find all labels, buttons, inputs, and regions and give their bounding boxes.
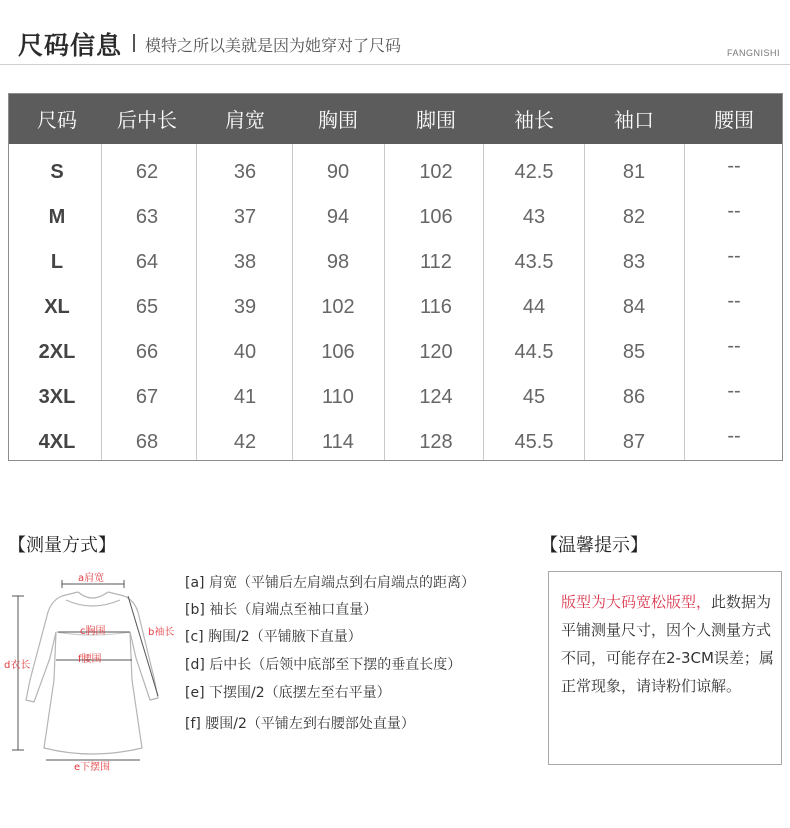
table-cell: 94 bbox=[326, 206, 350, 228]
header-rule bbox=[0, 64, 790, 65]
table-cell: 38 bbox=[233, 251, 257, 273]
measure-item-f: [f] 腰围/2（平铺左到右腰部处直量） bbox=[185, 716, 415, 732]
brand-name: FANGNISHI bbox=[726, 48, 780, 58]
column-header: 袖口 bbox=[614, 108, 654, 132]
table-cell: 68 bbox=[135, 431, 159, 453]
table-cell: -- bbox=[727, 290, 741, 312]
table-cell: 40 bbox=[233, 341, 257, 363]
table-cell: 44.5 bbox=[514, 341, 554, 363]
column-divider bbox=[584, 144, 585, 460]
table-cell: 62 bbox=[135, 161, 159, 183]
label-b-sleeve: b袖长 bbox=[148, 627, 175, 638]
table-cell: 64 bbox=[135, 251, 159, 273]
column-header: 腰围 bbox=[714, 108, 754, 132]
column-header: 胸围 bbox=[318, 108, 358, 132]
table-cell: 39 bbox=[233, 296, 257, 318]
column-header: 后中长 bbox=[117, 108, 177, 132]
tips-body: 此数据为平铺测量尺寸，因个人测量方式不同，可能存在2-3CM误差；属正常现象，请诗粉们谅解。 bbox=[561, 593, 774, 695]
size-label: M bbox=[48, 206, 66, 228]
table-cell: 45 bbox=[522, 386, 546, 408]
column-header: 肩宽 bbox=[225, 108, 265, 132]
table-cell: 128 bbox=[419, 431, 453, 453]
title-divider bbox=[133, 34, 135, 52]
table-cell: 102 bbox=[419, 161, 453, 183]
table-cell: -- bbox=[727, 380, 741, 402]
table-cell: 90 bbox=[326, 161, 350, 183]
table-cell: 44 bbox=[522, 296, 546, 318]
page-title: 尺码信息 bbox=[18, 31, 123, 60]
column-header: 袖长 bbox=[514, 108, 554, 132]
table-cell: -- bbox=[727, 200, 741, 222]
dress-outline bbox=[26, 592, 158, 754]
table-cell: 67 bbox=[135, 386, 159, 408]
column-divider bbox=[684, 144, 685, 460]
table-cell: 116 bbox=[420, 296, 452, 318]
measure-item-d: [d] 后中长（后领中底部至下摆的垂直长度） bbox=[185, 657, 462, 673]
table-cell: 36 bbox=[233, 161, 257, 183]
column-header: 脚围 bbox=[416, 108, 456, 132]
table-cell: 82 bbox=[622, 206, 646, 228]
table-cell: 41 bbox=[233, 386, 257, 408]
size-label: S bbox=[50, 161, 64, 183]
table-cell: 110 bbox=[322, 386, 354, 408]
measure-item-c: [c] 胸围/2（平铺腋下直量） bbox=[185, 629, 362, 645]
table-cell: -- bbox=[727, 155, 741, 177]
label-c-chest: c胸围 bbox=[80, 626, 106, 637]
size-label: 3XL bbox=[38, 386, 76, 408]
table-cell: 102 bbox=[321, 296, 355, 318]
measure-item-b: [b] 袖长（肩端点至袖口直量） bbox=[185, 602, 378, 618]
size-label: L bbox=[50, 251, 64, 273]
table-cell: 106 bbox=[321, 341, 355, 363]
dress-diagram bbox=[0, 560, 185, 775]
table-header-row bbox=[9, 94, 782, 144]
table-cell: 87 bbox=[622, 431, 646, 453]
table-cell: 81 bbox=[622, 161, 646, 183]
tips-box bbox=[548, 571, 782, 765]
size-label: 4XL bbox=[38, 431, 76, 453]
tips-heading: 【温馨提示】 bbox=[540, 535, 648, 556]
table-cell: 85 bbox=[622, 341, 646, 363]
tips-text bbox=[561, 588, 775, 700]
table-cell: -- bbox=[727, 425, 741, 447]
size-table bbox=[8, 93, 783, 461]
table-cell: 42 bbox=[233, 431, 257, 453]
label-f-waist: f腰围 bbox=[78, 654, 102, 665]
table-cell: 83 bbox=[622, 251, 646, 273]
measure-item-e: [e] 下摆围/2（底摆左至右平量） bbox=[185, 685, 391, 701]
size-label: XL bbox=[44, 296, 70, 318]
label-a-shoulder: a肩宽 bbox=[78, 573, 105, 584]
table-cell: 66 bbox=[135, 341, 159, 363]
table-cell: 106 bbox=[419, 206, 453, 228]
table-cell: 37 bbox=[233, 206, 257, 228]
label-d-length: d衣长 bbox=[4, 660, 31, 671]
table-cell: 86 bbox=[622, 386, 646, 408]
table-cell: 112 bbox=[420, 251, 452, 273]
table-cell: 45.5 bbox=[514, 431, 554, 453]
label-e-hem: e下摆围 bbox=[74, 762, 111, 773]
measure-heading: 【测量方式】 bbox=[8, 535, 116, 556]
table-cell: 114 bbox=[322, 431, 354, 453]
table-cell: 84 bbox=[622, 296, 646, 318]
table-cell: 65 bbox=[135, 296, 159, 318]
tips-highlight: 版型为大码宽松版型， bbox=[561, 593, 712, 611]
table-cell: 120 bbox=[419, 341, 453, 363]
table-cell: -- bbox=[727, 335, 741, 357]
measure-item-a: [a] 肩宽（平铺后左肩端点到右肩端点的距离） bbox=[185, 575, 475, 591]
column-header: 尺码 bbox=[37, 108, 77, 132]
table-cell: 42.5 bbox=[514, 161, 554, 183]
page-subtitle: 模特之所以美就是因为她穿对了尺码 bbox=[145, 36, 402, 55]
size-label: 2XL bbox=[38, 341, 76, 363]
table-cell: 124 bbox=[419, 386, 453, 408]
table-cell: -- bbox=[727, 245, 741, 267]
table-cell: 43 bbox=[522, 206, 546, 228]
table-cell: 98 bbox=[326, 251, 350, 273]
table-cell: 63 bbox=[135, 206, 159, 228]
table-cell: 43.5 bbox=[514, 251, 554, 273]
